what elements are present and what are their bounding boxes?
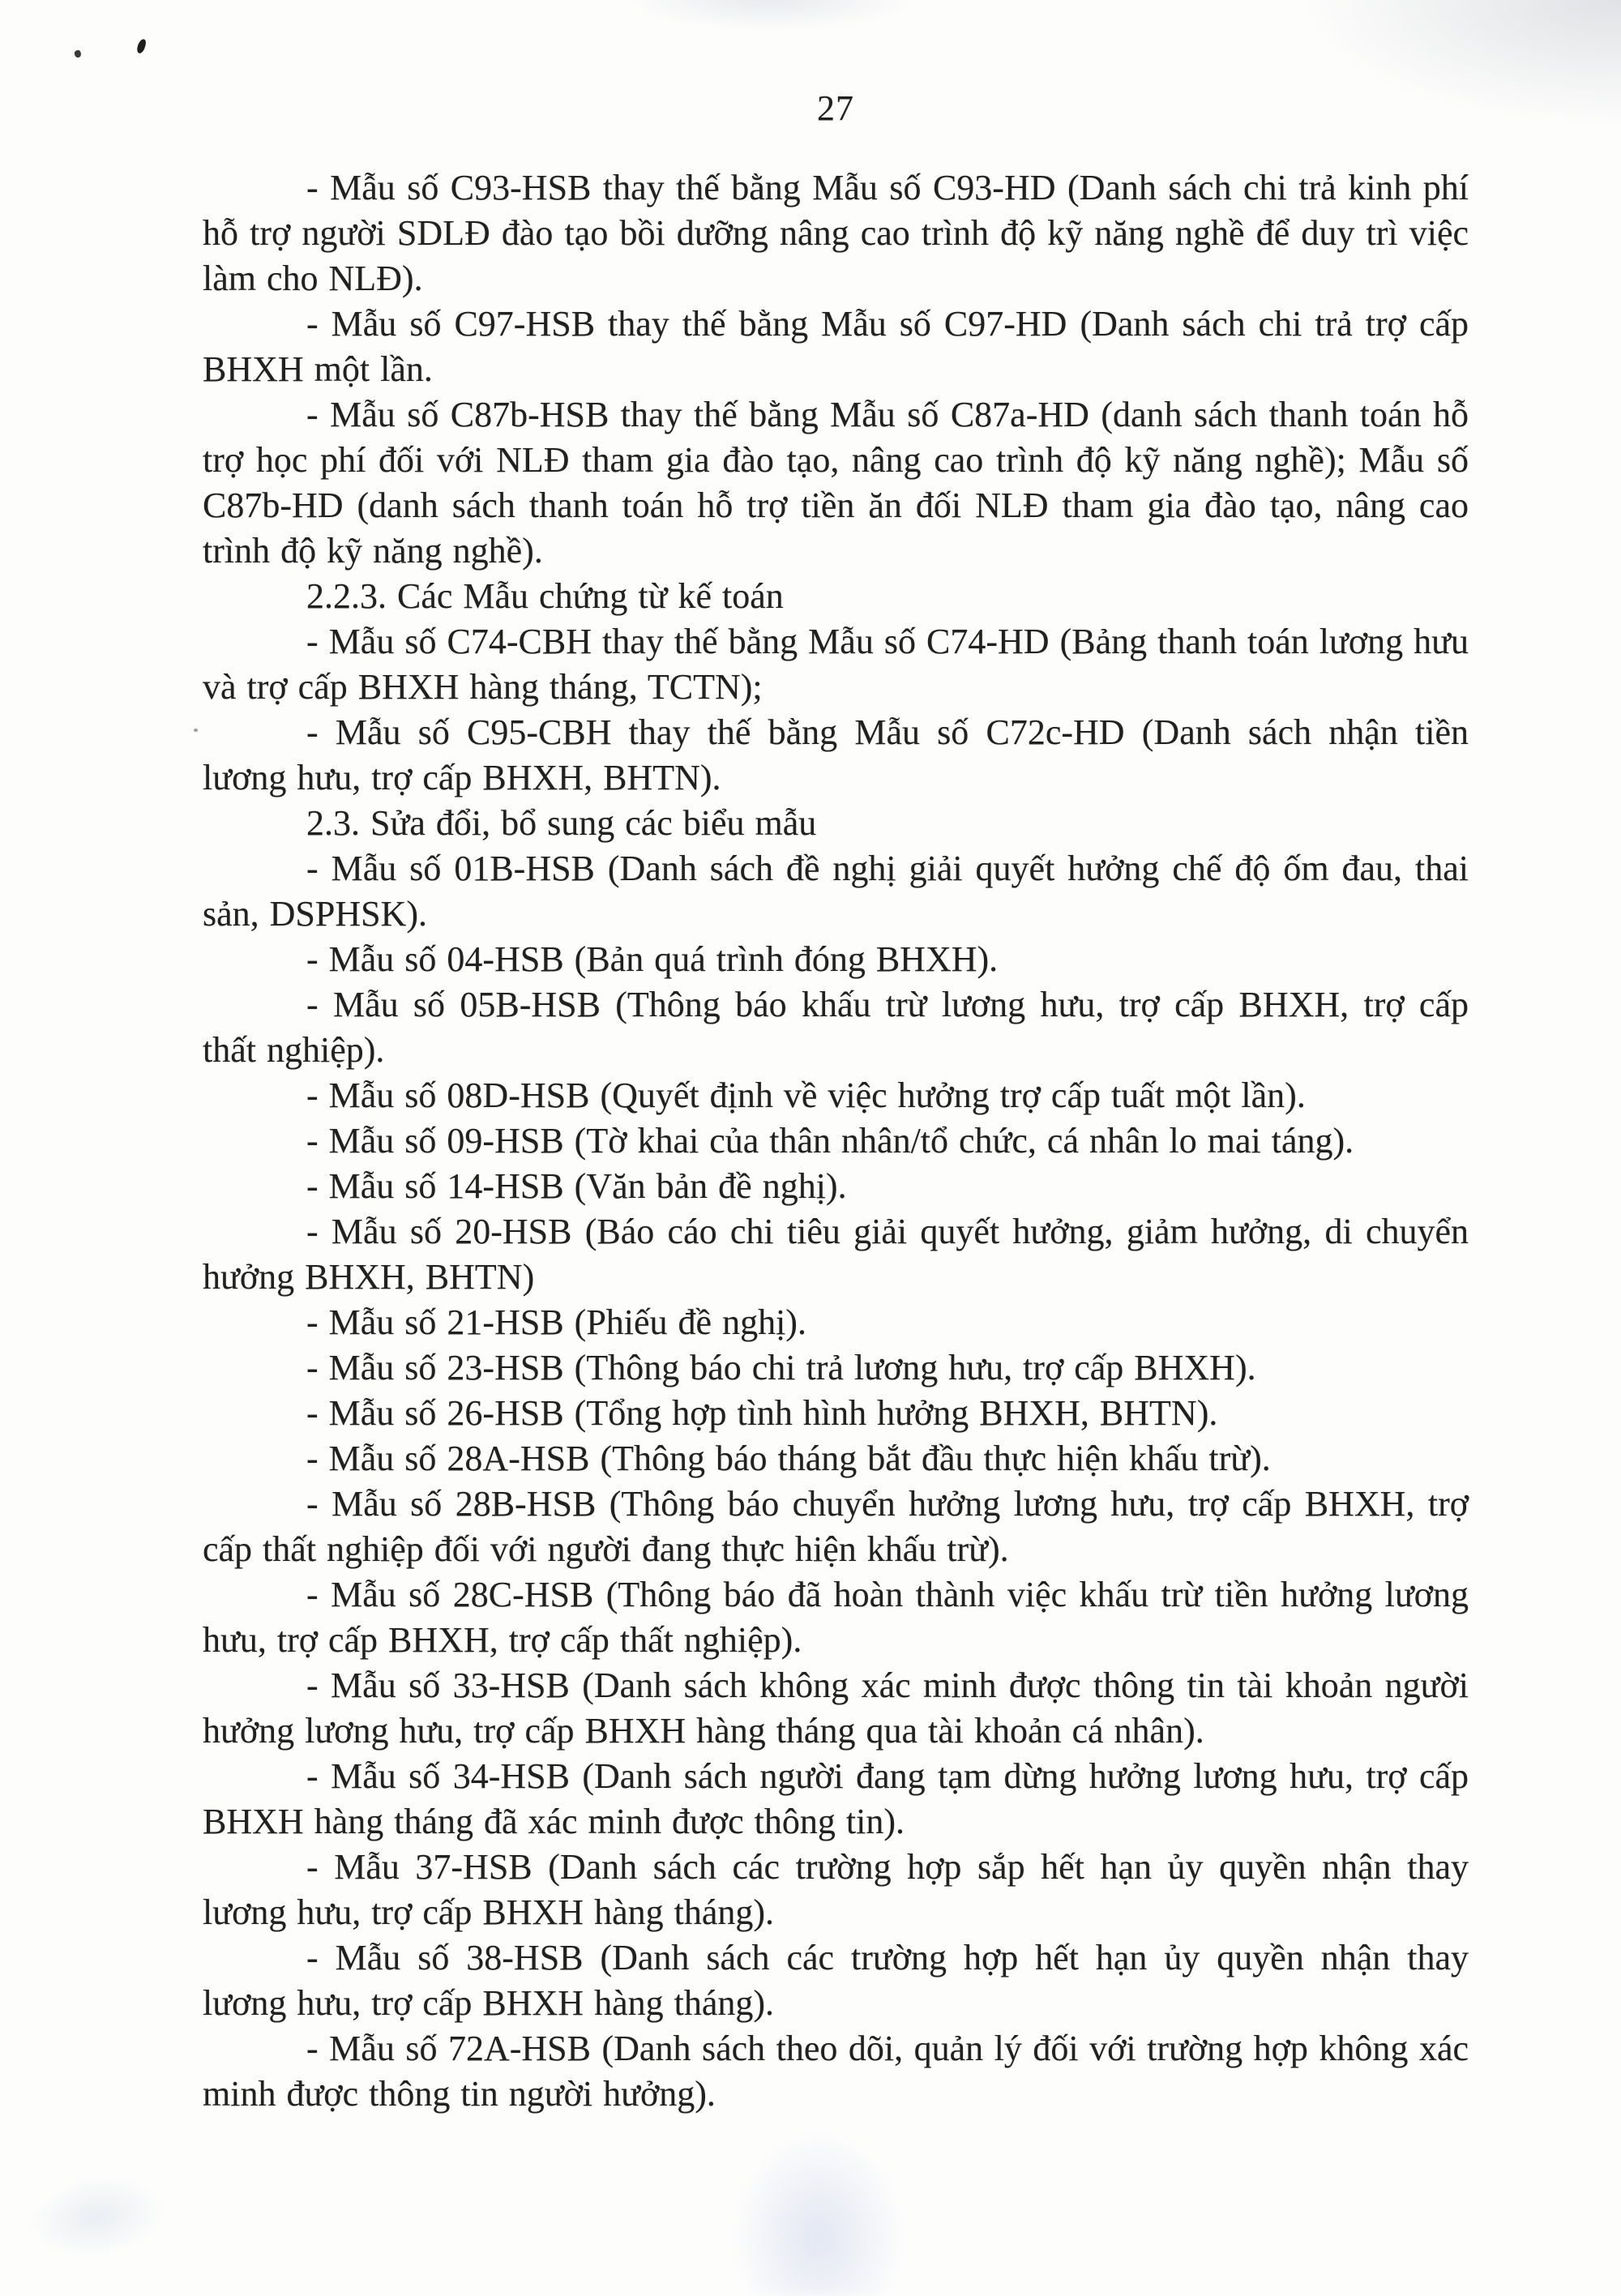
scan-smudge: [23, 2165, 173, 2268]
paragraph: - Mẫu số 05B-HSB (Thông báo khấu trừ lương hưu, trợ cấp BHXH, trợ cấp thất nghiệp).: [203, 985, 1469, 1070]
scan-speck-icon: [194, 729, 198, 732]
paragraph: - Mẫu số 72A-HSB (Danh sách theo dõi, quản lý đối với trường hợp không xác minh được thông tin người hưởng).: [203, 2029, 1469, 2114]
scan-smudge: [734, 2131, 904, 2296]
page-number: 27: [817, 88, 854, 128]
paragraph: - Mẫu số 28C-HSB (Thông báo đã hoàn thành việc khấu trừ tiền hưởng lương hưu, trợ cấp BHXH, trợ cấp thất nghiệp).: [203, 1575, 1469, 1660]
paragraph: - Mẫu số 04-HSB (Bản quá trình đóng BHXH).: [306, 939, 999, 979]
scan-edge-shading: [632, 0, 908, 29]
paragraph: - Mẫu số C93-HSB thay thế bằng Mẫu số C93-HD (Danh sách chi trả kinh phí hỗ trợ người SDLĐ đào tạo bồi dưỡng nâng cao trình độ kỹ năng nghề để duy trì việc làm cho NLĐ).: [203, 168, 1469, 298]
paragraph: - Mẫu số 09-HSB (Tờ khai của thân nhân/tổ chức, cá nhân lo mai táng).: [306, 1121, 1354, 1161]
paragraph: - Mẫu số 28B-HSB (Thông báo chuyển hưởng lương hưu, trợ cấp BHXH, trợ cấp thất nghiệp đối với người đang thực hiện khấu trừ).: [203, 1484, 1469, 1569]
scan-speck-icon: [136, 38, 148, 54]
paragraph: - Mẫu số 21-HSB (Phiếu đề nghị).: [306, 1302, 806, 1342]
paragraph: - Mẫu số 08D-HSB (Quyết định về việc hưởng trợ cấp tuất một lần).: [306, 1075, 1306, 1115]
paragraph: - Mẫu số 14-HSB (Văn bản đề nghị).: [306, 1166, 847, 1206]
paragraph: - Mẫu số 26-HSB (Tổng hợp tình hình hưởng BHXH, BHTN).: [306, 1393, 1218, 1433]
paragraph: - Mẫu số C95-CBH thay thế bằng Mẫu số C72c-HD (Danh sách nhận tiền lương hưu, trợ cấp BHXH, BHTN).: [203, 712, 1469, 797]
document-body: [203, 165, 1469, 2117]
section-heading-2-3: 2.3. Sửa đổi, bổ sung các biểu mẫu: [306, 803, 817, 843]
paragraph: - Mẫu số 33-HSB (Danh sách không xác minh được thông tin tài khoản người hưởng lương hưu, trợ cấp BHXH hàng tháng qua tài khoản cá nhân).: [203, 1665, 1469, 1751]
paragraph: - Mẫu số 23-HSB (Thông báo chi trả lương hưu, trợ cấp BHXH).: [306, 1348, 1256, 1387]
paragraph: - Mẫu 37-HSB (Danh sách các trường hợp sắp hết hạn ủy quyền nhận thay lương hưu, trợ cấp BHXH hàng tháng).: [203, 1847, 1469, 1932]
paragraph: - Mẫu số 01B-HSB (Danh sách đề nghị giải quyết hưởng chế độ ốm đau, thai sản, DSPHSK).: [203, 849, 1469, 934]
paragraph: - Mẫu số 34-HSB (Danh sách người đang tạm dừng hưởng lương hưu, trợ cấp BHXH hàng tháng đã xác minh được thông tin).: [203, 1756, 1469, 1841]
paragraph: - Mẫu số C74-CBH thay thế bằng Mẫu số C74-HD (Bảng thanh toán lương hưu và trợ cấp BHXH hàng tháng, TCTN);: [203, 622, 1469, 707]
paragraph: - Mẫu số C97-HSB thay thế bằng Mẫu số C97-HD (Danh sách chi trả trợ cấp BHXH một lần.: [203, 304, 1469, 389]
scan-speck-icon: [74, 49, 83, 58]
paragraph: - Mẫu số 20-HSB (Báo cáo chi tiêu giải quyết hưởng, giảm hưởng, di chuyển hưởng BHXH, BHTN): [203, 1212, 1469, 1297]
paragraph: - Mẫu số 38-HSB (Danh sách các trường hợp hết hạn ủy quyền nhận thay lương hưu, trợ cấp BHXH hàng tháng).: [203, 1938, 1469, 2023]
section-heading-2-2-3: 2.2.3. Các Mẫu chứng từ kế toán: [306, 576, 784, 616]
paragraph: - Mẫu số 28A-HSB (Thông báo tháng bắt đầu thực hiện khấu trừ).: [306, 1439, 1271, 1478]
paragraph: - Mẫu số C87b-HSB thay thế bằng Mẫu số C87a-HD (danh sách thanh toán hỗ trợ học phí đối với NLĐ tham gia đào tạo, nâng cao trình độ kỹ năng nghề); Mẫu số C87b-HD (danh sách thanh toán hỗ trợ tiền ăn đối NLĐ tham gia đào tạo, nâng cao trình độ kỹ năng nghề).: [203, 395, 1469, 571]
